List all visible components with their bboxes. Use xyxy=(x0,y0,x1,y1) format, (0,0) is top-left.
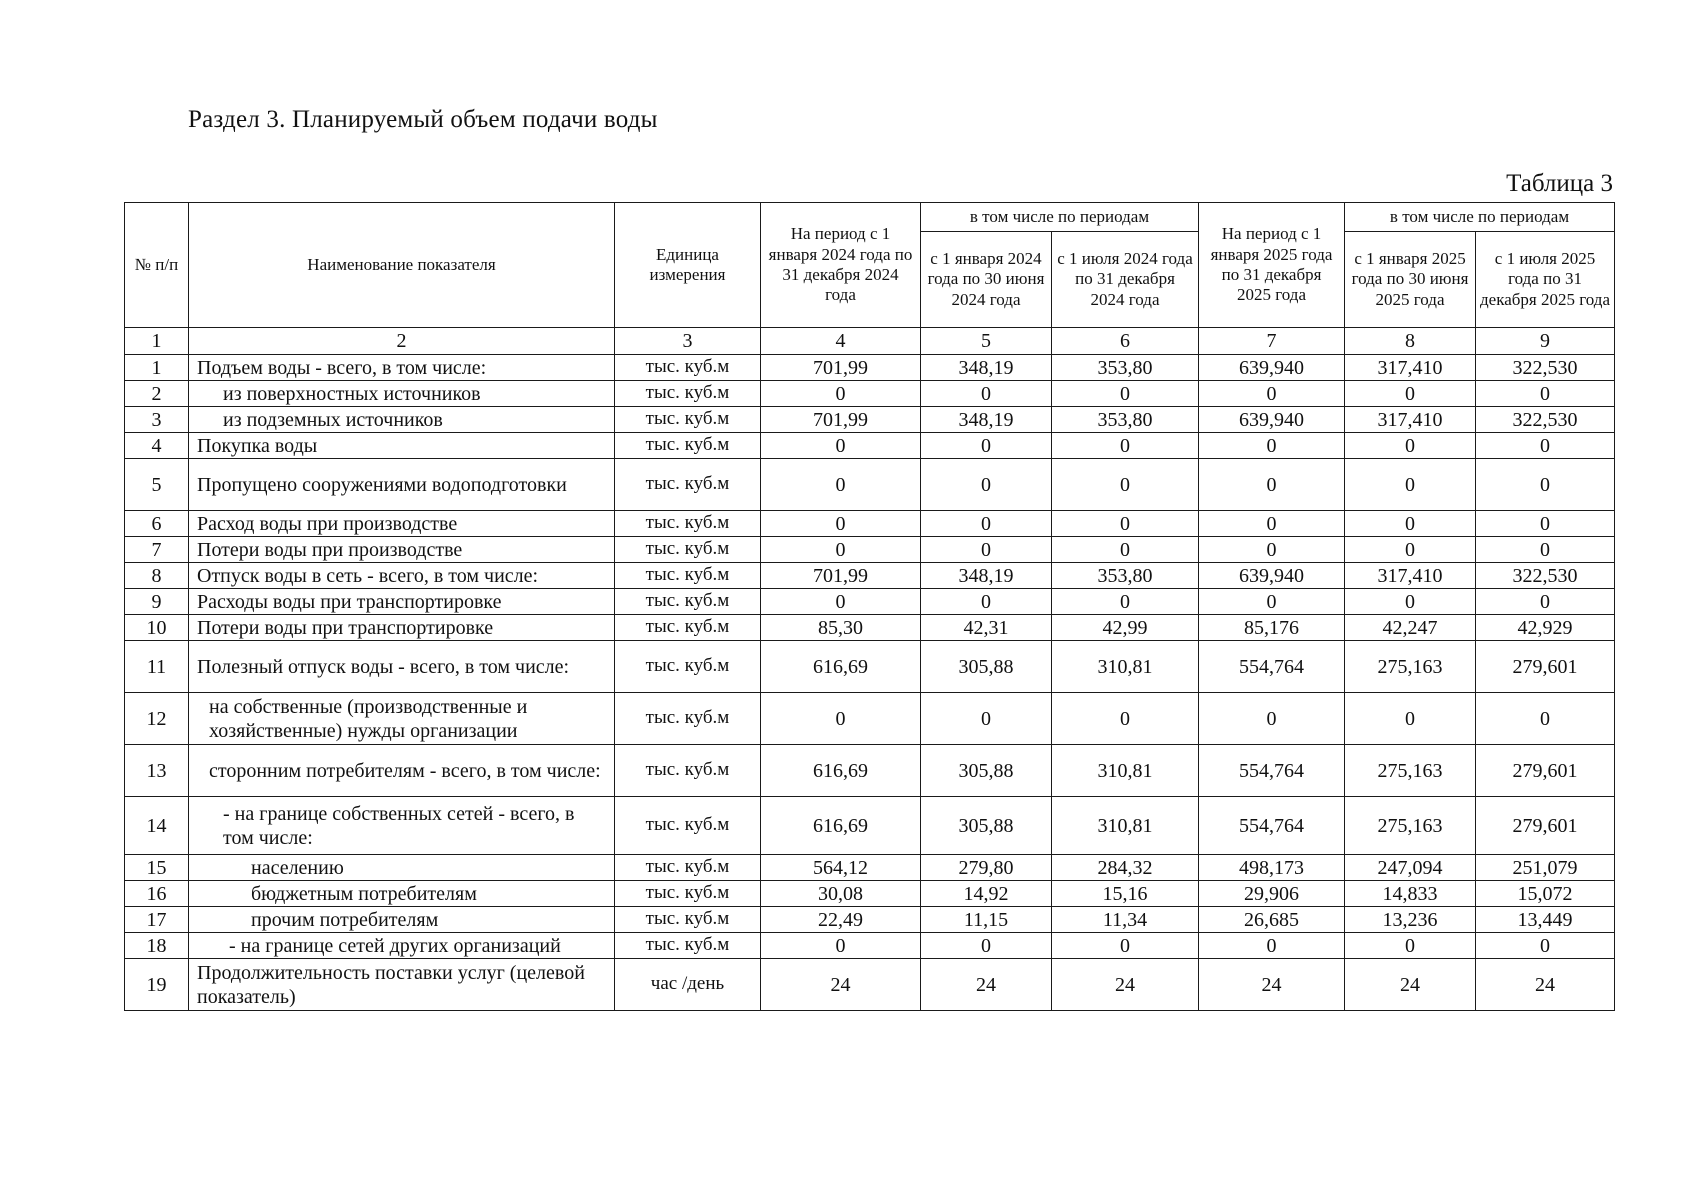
value-cell: 24 xyxy=(761,959,921,1011)
value-cell: 0 xyxy=(921,589,1052,615)
header-period-2025: На период с 1 января 2025 года по 31 декабря 2025 года xyxy=(1199,203,1345,328)
unit-of-measure: тыс. куб.м xyxy=(615,907,761,933)
value-cell: 85,176 xyxy=(1199,615,1345,641)
value-cell: 0 xyxy=(921,537,1052,563)
value-cell: 42,247 xyxy=(1345,615,1476,641)
value-cell: 0 xyxy=(1345,589,1476,615)
value-cell: 0 xyxy=(1199,433,1345,459)
indicator-name: населению xyxy=(189,855,615,881)
table-label: Таблица 3 xyxy=(1506,170,1613,197)
indicator-name: Расход воды при производстве xyxy=(189,511,615,537)
value-cell: 0 xyxy=(1476,381,1615,407)
indicator-name: Потери воды при производстве xyxy=(189,537,615,563)
unit-of-measure: тыс. куб.м xyxy=(615,693,761,745)
row-number: 1 xyxy=(125,355,189,381)
column-number: 5 xyxy=(921,328,1052,355)
column-number-row xyxy=(125,328,1615,355)
value-cell: 0 xyxy=(761,459,921,511)
value-cell: 498,173 xyxy=(1199,855,1345,881)
value-cell: 279,80 xyxy=(921,855,1052,881)
table-row xyxy=(125,537,1615,563)
value-cell: 616,69 xyxy=(761,745,921,797)
value-cell: 0 xyxy=(1052,589,1199,615)
row-number: 10 xyxy=(125,615,189,641)
unit-of-measure: тыс. куб.м xyxy=(615,589,761,615)
value-cell: 554,764 xyxy=(1199,641,1345,693)
header-h2-2025: с 1 июля 2025 года по 31 декабря 2025 года xyxy=(1476,232,1615,328)
value-cell: 353,80 xyxy=(1052,407,1199,433)
table-row xyxy=(125,933,1615,959)
unit-of-measure: тыс. куб.м xyxy=(615,797,761,855)
value-cell: 42,31 xyxy=(921,615,1052,641)
value-cell: 275,163 xyxy=(1345,641,1476,693)
row-number: 11 xyxy=(125,641,189,693)
table-row xyxy=(125,433,1615,459)
indicator-name: - на границе собственных сетей - всего, в том числе: xyxy=(189,797,615,855)
value-cell: 0 xyxy=(1476,693,1615,745)
table-row xyxy=(125,511,1615,537)
table-row xyxy=(125,855,1615,881)
row-number: 17 xyxy=(125,907,189,933)
row-number: 13 xyxy=(125,745,189,797)
header-h1-2025: с 1 января 2025 года по 30 июня 2025 года xyxy=(1345,232,1476,328)
value-cell: 639,940 xyxy=(1199,407,1345,433)
value-cell: 0 xyxy=(1199,537,1345,563)
unit-of-measure: тыс. куб.м xyxy=(615,537,761,563)
value-cell: 24 xyxy=(921,959,1052,1011)
header-name: Наименование показателя xyxy=(189,203,615,328)
table-row xyxy=(125,641,1615,693)
value-cell: 275,163 xyxy=(1345,745,1476,797)
unit-of-measure: тыс. куб.м xyxy=(615,407,761,433)
unit-of-measure: тыс. куб.м xyxy=(615,355,761,381)
value-cell: 305,88 xyxy=(921,745,1052,797)
table-row xyxy=(125,797,1615,855)
header-row-top xyxy=(125,203,1615,232)
value-cell: 0 xyxy=(1052,459,1199,511)
value-cell: 322,530 xyxy=(1476,355,1615,381)
indicator-name: на собственные (производственные и хозяйственные) нужды организации xyxy=(189,693,615,745)
value-cell: 13,449 xyxy=(1476,907,1615,933)
unit-of-measure: тыс. куб.м xyxy=(615,641,761,693)
column-number: 9 xyxy=(1476,328,1615,355)
unit-of-measure: тыс. куб.м xyxy=(615,563,761,589)
value-cell: 348,19 xyxy=(921,355,1052,381)
value-cell: 29,906 xyxy=(1199,881,1345,907)
indicator-name: из подземных источников xyxy=(189,407,615,433)
indicator-name: Подъем воды - всего, в том числе: xyxy=(189,355,615,381)
value-cell: 0 xyxy=(761,381,921,407)
value-cell: 251,079 xyxy=(1476,855,1615,881)
value-cell: 701,99 xyxy=(761,355,921,381)
value-cell: 310,81 xyxy=(1052,797,1199,855)
value-cell: 310,81 xyxy=(1052,745,1199,797)
header-h1-2024: с 1 января 2024 года по 30 июня 2024 года xyxy=(921,232,1052,328)
table-row xyxy=(125,907,1615,933)
value-cell: 0 xyxy=(921,433,1052,459)
row-number: 3 xyxy=(125,407,189,433)
column-number: 4 xyxy=(761,328,921,355)
value-cell: 0 xyxy=(1199,511,1345,537)
value-cell: 13,236 xyxy=(1345,907,1476,933)
value-cell: 24 xyxy=(1199,959,1345,1011)
value-cell: 0 xyxy=(1345,511,1476,537)
value-cell: 348,19 xyxy=(921,407,1052,433)
value-cell: 247,094 xyxy=(1345,855,1476,881)
value-cell: 42,929 xyxy=(1476,615,1615,641)
table-row xyxy=(125,615,1615,641)
value-cell: 0 xyxy=(1052,933,1199,959)
indicator-name: сторонним потребителям - всего, в том числе: xyxy=(189,745,615,797)
value-cell: 15,16 xyxy=(1052,881,1199,907)
header-unit: Единица измерения xyxy=(615,203,761,328)
value-cell: 317,410 xyxy=(1345,563,1476,589)
indicator-name: Отпуск воды в сеть - всего, в том числе: xyxy=(189,563,615,589)
value-cell: 0 xyxy=(1199,693,1345,745)
indicator-name: Полезный отпуск воды - всего, в том числе: xyxy=(189,641,615,693)
value-cell: 0 xyxy=(1345,933,1476,959)
value-cell: 639,940 xyxy=(1199,563,1345,589)
value-cell: 353,80 xyxy=(1052,355,1199,381)
value-cell: 0 xyxy=(1476,933,1615,959)
row-number: 16 xyxy=(125,881,189,907)
indicator-name: - на границе сетей других организаций xyxy=(189,933,615,959)
header-incl-periods-2025: в том числе по периодам xyxy=(1345,203,1615,232)
column-number: 7 xyxy=(1199,328,1345,355)
value-cell: 348,19 xyxy=(921,563,1052,589)
value-cell: 0 xyxy=(1199,933,1345,959)
indicator-name: из поверхностных источников xyxy=(189,381,615,407)
value-cell: 279,601 xyxy=(1476,641,1615,693)
value-cell: 0 xyxy=(1345,537,1476,563)
value-cell: 0 xyxy=(1476,433,1615,459)
indicator-name: Пропущено сооружениями водоподготовки xyxy=(189,459,615,511)
value-cell: 0 xyxy=(1476,589,1615,615)
value-cell: 11,15 xyxy=(921,907,1052,933)
table-row xyxy=(125,459,1615,511)
value-cell: 0 xyxy=(761,589,921,615)
value-cell: 0 xyxy=(921,511,1052,537)
value-cell: 24 xyxy=(1476,959,1615,1011)
unit-of-measure: тыс. куб.м xyxy=(615,381,761,407)
value-cell: 305,88 xyxy=(921,641,1052,693)
unit-of-measure: тыс. куб.м xyxy=(615,933,761,959)
value-cell: 353,80 xyxy=(1052,563,1199,589)
value-cell: 616,69 xyxy=(761,797,921,855)
section-title: Раздел 3. Планируемый объем подачи воды xyxy=(188,106,658,133)
table-row xyxy=(125,355,1615,381)
row-number: 14 xyxy=(125,797,189,855)
value-cell: 24 xyxy=(1345,959,1476,1011)
row-number: 4 xyxy=(125,433,189,459)
value-cell: 322,530 xyxy=(1476,407,1615,433)
value-cell: 0 xyxy=(1199,381,1345,407)
unit-of-measure: тыс. куб.м xyxy=(615,855,761,881)
value-cell: 30,08 xyxy=(761,881,921,907)
unit-of-measure: тыс. куб.м xyxy=(615,511,761,537)
value-cell: 24 xyxy=(1052,959,1199,1011)
value-cell: 701,99 xyxy=(761,407,921,433)
row-number: 15 xyxy=(125,855,189,881)
value-cell: 701,99 xyxy=(761,563,921,589)
value-cell: 0 xyxy=(921,381,1052,407)
value-cell: 317,410 xyxy=(1345,407,1476,433)
row-number: 6 xyxy=(125,511,189,537)
value-cell: 0 xyxy=(1052,381,1199,407)
table-row xyxy=(125,959,1615,1011)
value-cell: 0 xyxy=(1345,459,1476,511)
table-row xyxy=(125,589,1615,615)
row-number: 19 xyxy=(125,959,189,1011)
header-incl-periods-2024: в том числе по периодам xyxy=(921,203,1199,232)
row-number: 8 xyxy=(125,563,189,589)
value-cell: 0 xyxy=(1476,459,1615,511)
unit-of-measure: тыс. куб.м xyxy=(615,745,761,797)
value-cell: 322,530 xyxy=(1476,563,1615,589)
column-number: 6 xyxy=(1052,328,1199,355)
unit-of-measure: тыс. куб.м xyxy=(615,459,761,511)
column-number: 2 xyxy=(189,328,615,355)
value-cell: 0 xyxy=(1199,459,1345,511)
table-row xyxy=(125,563,1615,589)
value-cell: 284,32 xyxy=(1052,855,1199,881)
value-cell: 0 xyxy=(761,693,921,745)
indicator-name: Потери воды при транспортировке xyxy=(189,615,615,641)
indicator-name: Продолжительность поставки услуг (целевой показатель) xyxy=(189,959,615,1011)
value-cell: 554,764 xyxy=(1199,797,1345,855)
value-cell: 0 xyxy=(761,933,921,959)
value-cell: 305,88 xyxy=(921,797,1052,855)
unit-of-measure: тыс. куб.м xyxy=(615,433,761,459)
value-cell: 0 xyxy=(1345,693,1476,745)
value-cell: 0 xyxy=(1476,537,1615,563)
row-number: 18 xyxy=(125,933,189,959)
row-number: 7 xyxy=(125,537,189,563)
value-cell: 279,601 xyxy=(1476,797,1615,855)
table-row xyxy=(125,381,1615,407)
table-row xyxy=(125,745,1615,797)
header-h2-2024: с 1 июля 2024 года по 31 декабря 2024 года xyxy=(1052,232,1199,328)
value-cell: 0 xyxy=(921,459,1052,511)
column-number: 3 xyxy=(615,328,761,355)
value-cell: 85,30 xyxy=(761,615,921,641)
value-cell: 42,99 xyxy=(1052,615,1199,641)
value-cell: 0 xyxy=(1199,589,1345,615)
value-cell: 616,69 xyxy=(761,641,921,693)
value-cell: 15,072 xyxy=(1476,881,1615,907)
column-number: 8 xyxy=(1345,328,1476,355)
indicator-name: Покупка воды xyxy=(189,433,615,459)
value-cell: 0 xyxy=(1052,433,1199,459)
row-number: 2 xyxy=(125,381,189,407)
value-cell: 14,92 xyxy=(921,881,1052,907)
unit-of-measure: час /день xyxy=(615,959,761,1011)
value-cell: 0 xyxy=(761,511,921,537)
row-number: 12 xyxy=(125,693,189,745)
value-cell: 11,34 xyxy=(1052,907,1199,933)
value-cell: 14,833 xyxy=(1345,881,1476,907)
value-cell: 0 xyxy=(1476,511,1615,537)
column-number: 1 xyxy=(125,328,189,355)
value-cell: 310,81 xyxy=(1052,641,1199,693)
row-number: 5 xyxy=(125,459,189,511)
water-supply-table xyxy=(124,202,1615,1011)
value-cell: 317,410 xyxy=(1345,355,1476,381)
value-cell: 0 xyxy=(761,433,921,459)
value-cell: 554,764 xyxy=(1199,745,1345,797)
value-cell: 0 xyxy=(761,537,921,563)
value-cell: 279,601 xyxy=(1476,745,1615,797)
value-cell: 0 xyxy=(1052,693,1199,745)
value-cell: 639,940 xyxy=(1199,355,1345,381)
unit-of-measure: тыс. куб.м xyxy=(615,881,761,907)
table-row xyxy=(125,693,1615,745)
indicator-name: Расходы воды при транспортировке xyxy=(189,589,615,615)
value-cell: 26,685 xyxy=(1199,907,1345,933)
value-cell: 0 xyxy=(1052,537,1199,563)
value-cell: 564,12 xyxy=(761,855,921,881)
value-cell: 0 xyxy=(921,933,1052,959)
indicator-name: прочим потребителям xyxy=(189,907,615,933)
value-cell: 0 xyxy=(1052,511,1199,537)
value-cell: 275,163 xyxy=(1345,797,1476,855)
value-cell: 0 xyxy=(921,693,1052,745)
unit-of-measure: тыс. куб.м xyxy=(615,615,761,641)
value-cell: 0 xyxy=(1345,381,1476,407)
value-cell: 22,49 xyxy=(761,907,921,933)
row-number: 9 xyxy=(125,589,189,615)
header-num: № п/п xyxy=(125,203,189,328)
table-row xyxy=(125,881,1615,907)
value-cell: 0 xyxy=(1345,433,1476,459)
table-row xyxy=(125,407,1615,433)
header-period-2024: На период с 1 января 2024 года по 31 декабря 2024 года xyxy=(761,203,921,328)
indicator-name: бюджетным потребителям xyxy=(189,881,615,907)
